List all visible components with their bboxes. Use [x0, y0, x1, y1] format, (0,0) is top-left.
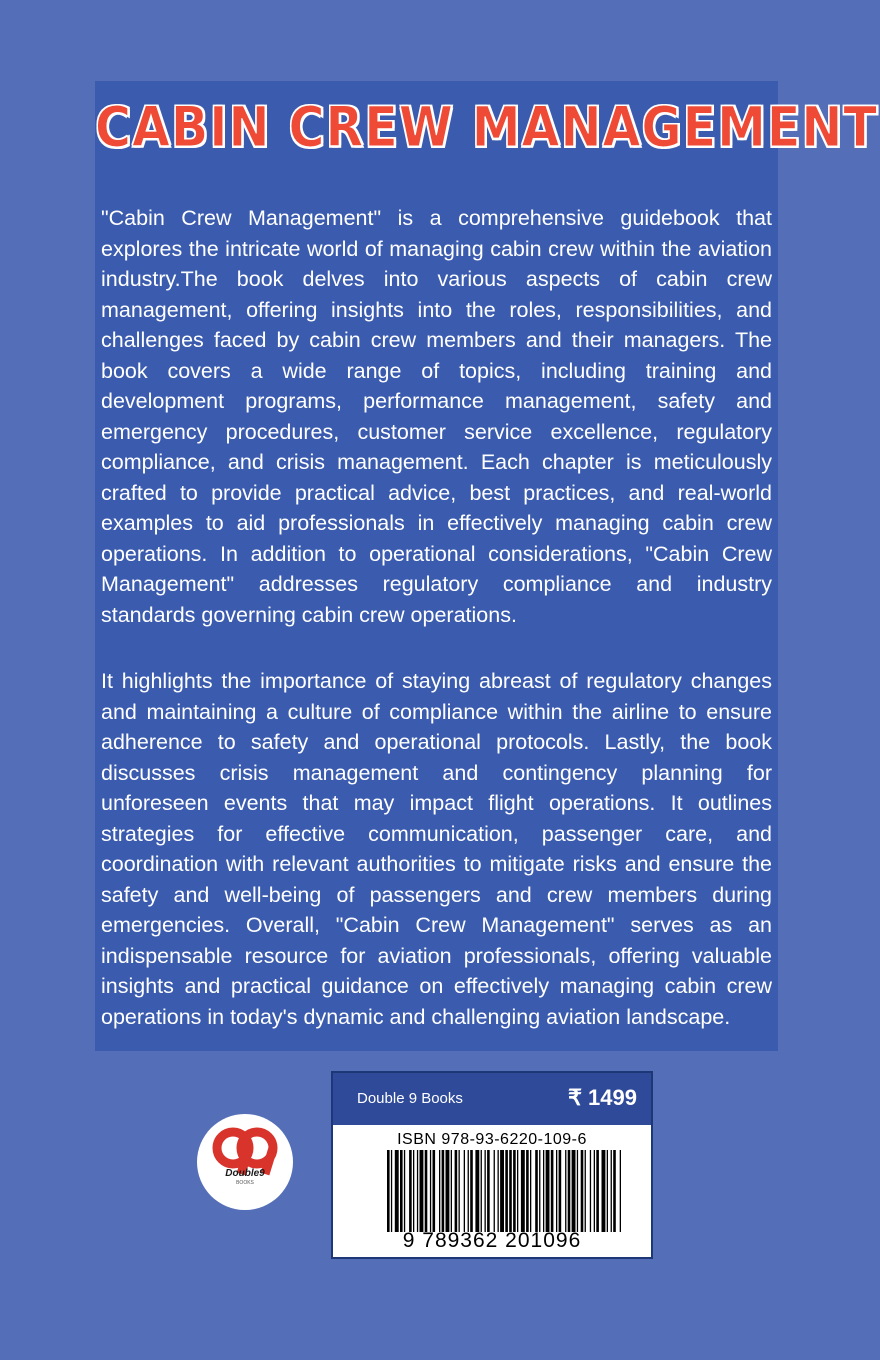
barcode-bar — [530, 1150, 531, 1232]
barcode-bar — [487, 1150, 490, 1232]
logo-wordmark: Double9 — [225, 1168, 265, 1179]
barcode-bar — [442, 1150, 445, 1232]
barcode-bar — [572, 1150, 576, 1232]
price-header — [333, 1073, 651, 1125]
barcode-bar — [485, 1150, 486, 1232]
price-barcode-box — [331, 1071, 653, 1259]
barcode-bar — [596, 1150, 599, 1232]
barcode-bar — [543, 1150, 544, 1232]
barcode-bar — [433, 1150, 436, 1232]
barcode-bar — [594, 1150, 595, 1232]
barcode-bar — [581, 1150, 584, 1232]
barcode-bar — [517, 1150, 518, 1232]
price: ₹ 1499 — [567, 1085, 637, 1110]
barcode-bar — [498, 1150, 499, 1232]
barcode-bar — [526, 1150, 529, 1232]
barcode-bar — [509, 1150, 512, 1232]
barcode-bar — [505, 1150, 508, 1232]
barcode-bar — [404, 1150, 405, 1232]
barcode-bar — [556, 1150, 557, 1232]
barcode-bar — [417, 1150, 418, 1232]
barcode-bar — [568, 1150, 571, 1232]
barcode-bar — [611, 1150, 612, 1232]
barcode-bar — [565, 1150, 566, 1232]
logo-subtext: BOOKS — [236, 1180, 254, 1186]
barcode-bar — [455, 1150, 458, 1232]
barcode-bar — [413, 1150, 414, 1232]
barcode-bar — [613, 1150, 616, 1232]
barcode-bar — [521, 1150, 525, 1232]
barcode-bar — [446, 1150, 450, 1232]
barcode-bar — [602, 1150, 606, 1232]
description-paragraph-1: "Cabin Crew Management" is a comprehensive guidebook that explores the intricate world of managing cabin crew within the aviation industry.The book delves into various aspects of cabin crew management, offering insights into the roles, responsibilities, and challenges faced by cabin crew members and their managers. The book covers a wide range of topics, including training and development programs, performance management, safety and emergency procedures, customer service excellence, regulatory compliance, and crisis management. Each chapter is meticulously crafted to provide practical advice, best practices, and real-world examples to aid professionals in effectively managing cabin crew operations. In addition to operational considerations, "Cabin Crew Management" addresses regulatory compliance and industry standards governing cabin crew operations. — [101, 206, 772, 627]
barcode-bar — [513, 1150, 516, 1232]
barcode-bar — [451, 1150, 452, 1232]
description-paragraph-2: It highlights the importance of staying abreast of regulatory changes and maintaining a culture of compliance within the airline to ensure adherence to safety and operational protocols. Lastly, the book discusses crisis management and contingency planning for unforeseen events that may impact flight operations. It outlines strategies for effective communication, passenger care, and coordination with relevant authorities to mitigate risks and ensure the safety and well-being of passengers and crew members during emergencies. Overall, "Cabin Crew Management" serves as an indispensable resource for aviation professionals, offering valuable insights and practical guidance on effectively managing cabin crew operations in today's dynamic and challenging aviation landscape. — [101, 669, 772, 1029]
barcode-bar — [387, 1150, 390, 1232]
barcode-bar — [481, 1150, 482, 1232]
barcode-bar — [470, 1150, 473, 1232]
barcode-bar — [620, 1150, 621, 1232]
barcode-bar — [391, 1150, 392, 1232]
barcode-digits: 9 789362 201096 — [402, 1229, 582, 1252]
barcode-bar — [590, 1150, 591, 1232]
barcode-bar — [607, 1150, 608, 1232]
barcode-bar — [459, 1150, 460, 1232]
description-panel — [95, 81, 878, 1051]
isbn-label: ISBN 978-93-6220-109-6 — [397, 1131, 587, 1148]
barcode-bar — [585, 1150, 586, 1232]
publisher-name: Double 9 Books — [357, 1090, 463, 1107]
barcode-bar — [425, 1150, 428, 1232]
barcode-bar — [475, 1150, 479, 1232]
barcode-bar — [395, 1150, 399, 1232]
barcode-bar — [535, 1150, 538, 1232]
barcode-bar — [551, 1150, 554, 1232]
barcode-bar — [430, 1150, 431, 1232]
barcode-bar — [500, 1150, 504, 1232]
book-title: CABIN CREW MANAGEMENT — [95, 95, 878, 160]
barcode-bar — [420, 1150, 424, 1232]
barcode-icon — [387, 1150, 623, 1232]
barcode-bar — [539, 1150, 540, 1232]
barcode-bar — [400, 1150, 403, 1232]
barcode-bar — [468, 1150, 469, 1232]
barcode-bar — [439, 1150, 440, 1232]
barcode-bar — [559, 1150, 562, 1232]
barcode-bar — [464, 1150, 465, 1232]
publisher-logo — [197, 1114, 293, 1210]
barcode-bar — [577, 1150, 578, 1232]
barcode-bar — [409, 1150, 412, 1232]
double9-logo-icon — [197, 1114, 293, 1210]
barcode-bar — [546, 1150, 550, 1232]
barcode-bar — [494, 1150, 495, 1232]
